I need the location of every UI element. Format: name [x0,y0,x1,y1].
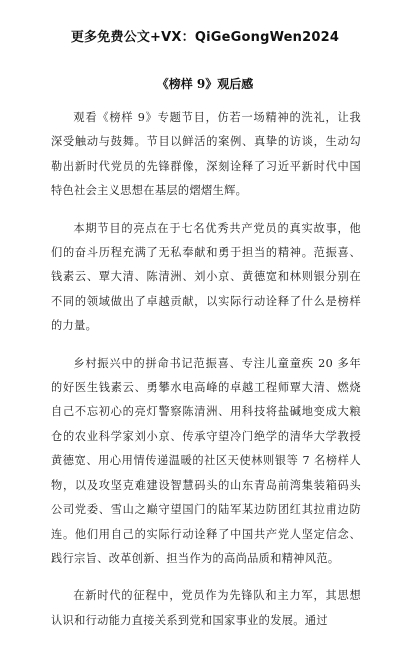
promo-header: 更多免费公文+VX：QiGeGongWen2024 [70,30,340,45]
paragraph: 观看《榜样 9》专题节目，仿若一场精神的洗礼，让我深受触动与鼓舞。节目以鲜活的案例、真挚的访谈，生动勾勒出新时代党员的先锋群像，深刻诠释了习近平新时代中国特色社会主义思想在基层的熠熠生辉。 [51,111,361,198]
document-title: 《榜样 9》观后感 [156,77,254,91]
document-body [51,106,361,646]
paragraph: 本期节目的亮点在于七名优秀共产党员的真实故事，他们的奋斗历程充满了无私奉献和勇于担当的精神。范振喜、钱素云、覃大清、陈清洲、刘小京、黄德宽和林则银分别在不同的领域做出了卓越贡献，以实际行动诠释了什么是榜样的力量。 [51,221,361,333]
paragraph: 乡村振兴中的拼命书记范振喜、专注儿童童疾 20 多年的好医生钱素云、勇攀水电高峰的卓越工程师覃大清、燃烧自己不忘初心的亮灯警察陈清洲、用科技将盐碱地变成大粮仓的农业科学家刘小京、传承守望冷门绝学的清华大学教授黄德宽、用心用情传递温暖的社区天使林则银等 7 名榜样人物，以及攻坚克难建设智慧码头的山东青岛前湾集装箱码头公司党委、雪山之巅守望国门的陆军某边防团红其拉甫边防连。他们用自己的实际行动诠释了中国共产党人坚定信念、践行宗旨、改革创新、担当作为的高尚品质和精神风范。 [51,356,361,565]
paragraph: 在新时代的征程中，党员作为先锋队和主力军，其思想认识和行动能力直接关系到党和国家事业的发展。通过 [51,589,361,627]
